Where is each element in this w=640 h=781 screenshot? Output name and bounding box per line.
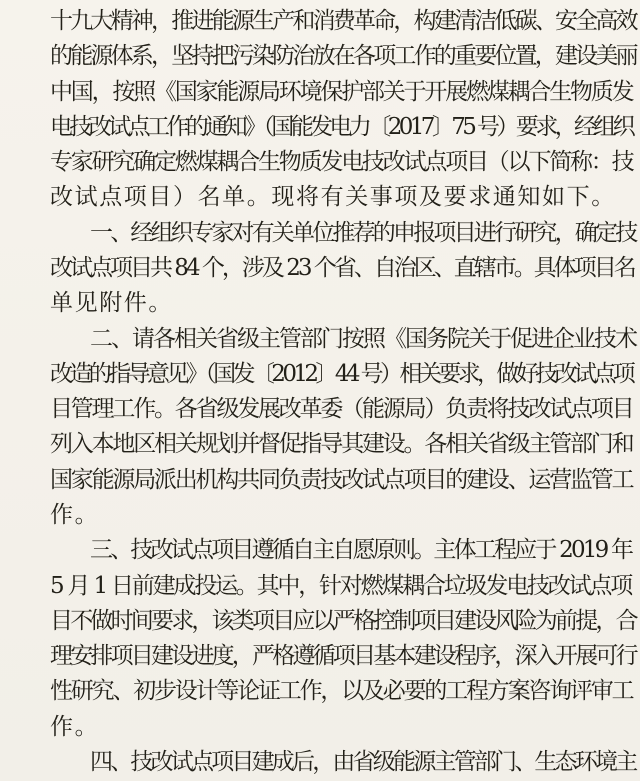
text-line: 电技改试点工作的通知》（国能发电力〔2017〕75 号）要求，经组织 [50, 114, 633, 140]
text-line: 作。 [50, 714, 100, 740]
text-line: 理安排项目建设进度，严格遵循项目基本建设程序，深入开展可行 [50, 643, 636, 669]
text-line: 性研究、初步设计等论证工作，以及必要的工程方案咨询评审工 [50, 678, 633, 704]
text-line: 改造的指导意见》（国发〔2012〕44 号）相关要求，做好技改试点项 [50, 361, 633, 387]
text-line: 国家能源局派出机构共同负责技改试点项目的建设、运营监管工 [50, 467, 633, 493]
text-line: 目不做时间要求，该类项目应以严格控制项目建设风险为前提，合 [50, 608, 636, 634]
text-line: 一、经组织专家对有关单位推荐的申报项目进行研究，确定技 [90, 220, 636, 246]
text-line: 十九大精神，推进能源生产和消费革命，构建清洁低碳、安全高效 [50, 8, 636, 34]
text-line: 5 月 1 日前建成投运。其中，针对燃煤耦合垃圾发电技改试点项 [50, 573, 631, 599]
text-line: 列入本地区相关规划并督促指导其建设。各相关省级主管部门和 [50, 431, 633, 457]
text-line: 改试点项目）名单。现将有关事项及要求通知如下。 [50, 184, 616, 210]
text-line: 的能源体系，坚持把污染防治放在各项工作的重要位置，建设美丽 [50, 43, 636, 69]
text-line: 改试点项目共 84 个，涉及 23 个省、自治区、直辖市。具体项目名 [50, 255, 634, 281]
text-line: 中国，按照《国家能源局环境保护部关于开展燃煤耦合生物质发 [50, 79, 633, 105]
text-line: 专家研究确定燃煤耦合生物质发电技改试点项目（以下简称：技 [50, 149, 633, 175]
text-line: 单见附件。 [50, 290, 173, 316]
text-line: 二、请各相关省级主管部门按照《国务院关于促进企业技术 [90, 326, 636, 352]
text-line: 四、技改试点项目建成后，由省级能源主管部门、生态环境主 [90, 749, 636, 775]
text-line: 三、技改试点项目遵循自主自愿原则。主体工程应于 2019 年 [90, 537, 632, 563]
text-line: 作。 [50, 502, 100, 528]
text-line: 目管理工作。各省级发展改革委（能源局）负责将技改试点项目 [50, 396, 633, 422]
